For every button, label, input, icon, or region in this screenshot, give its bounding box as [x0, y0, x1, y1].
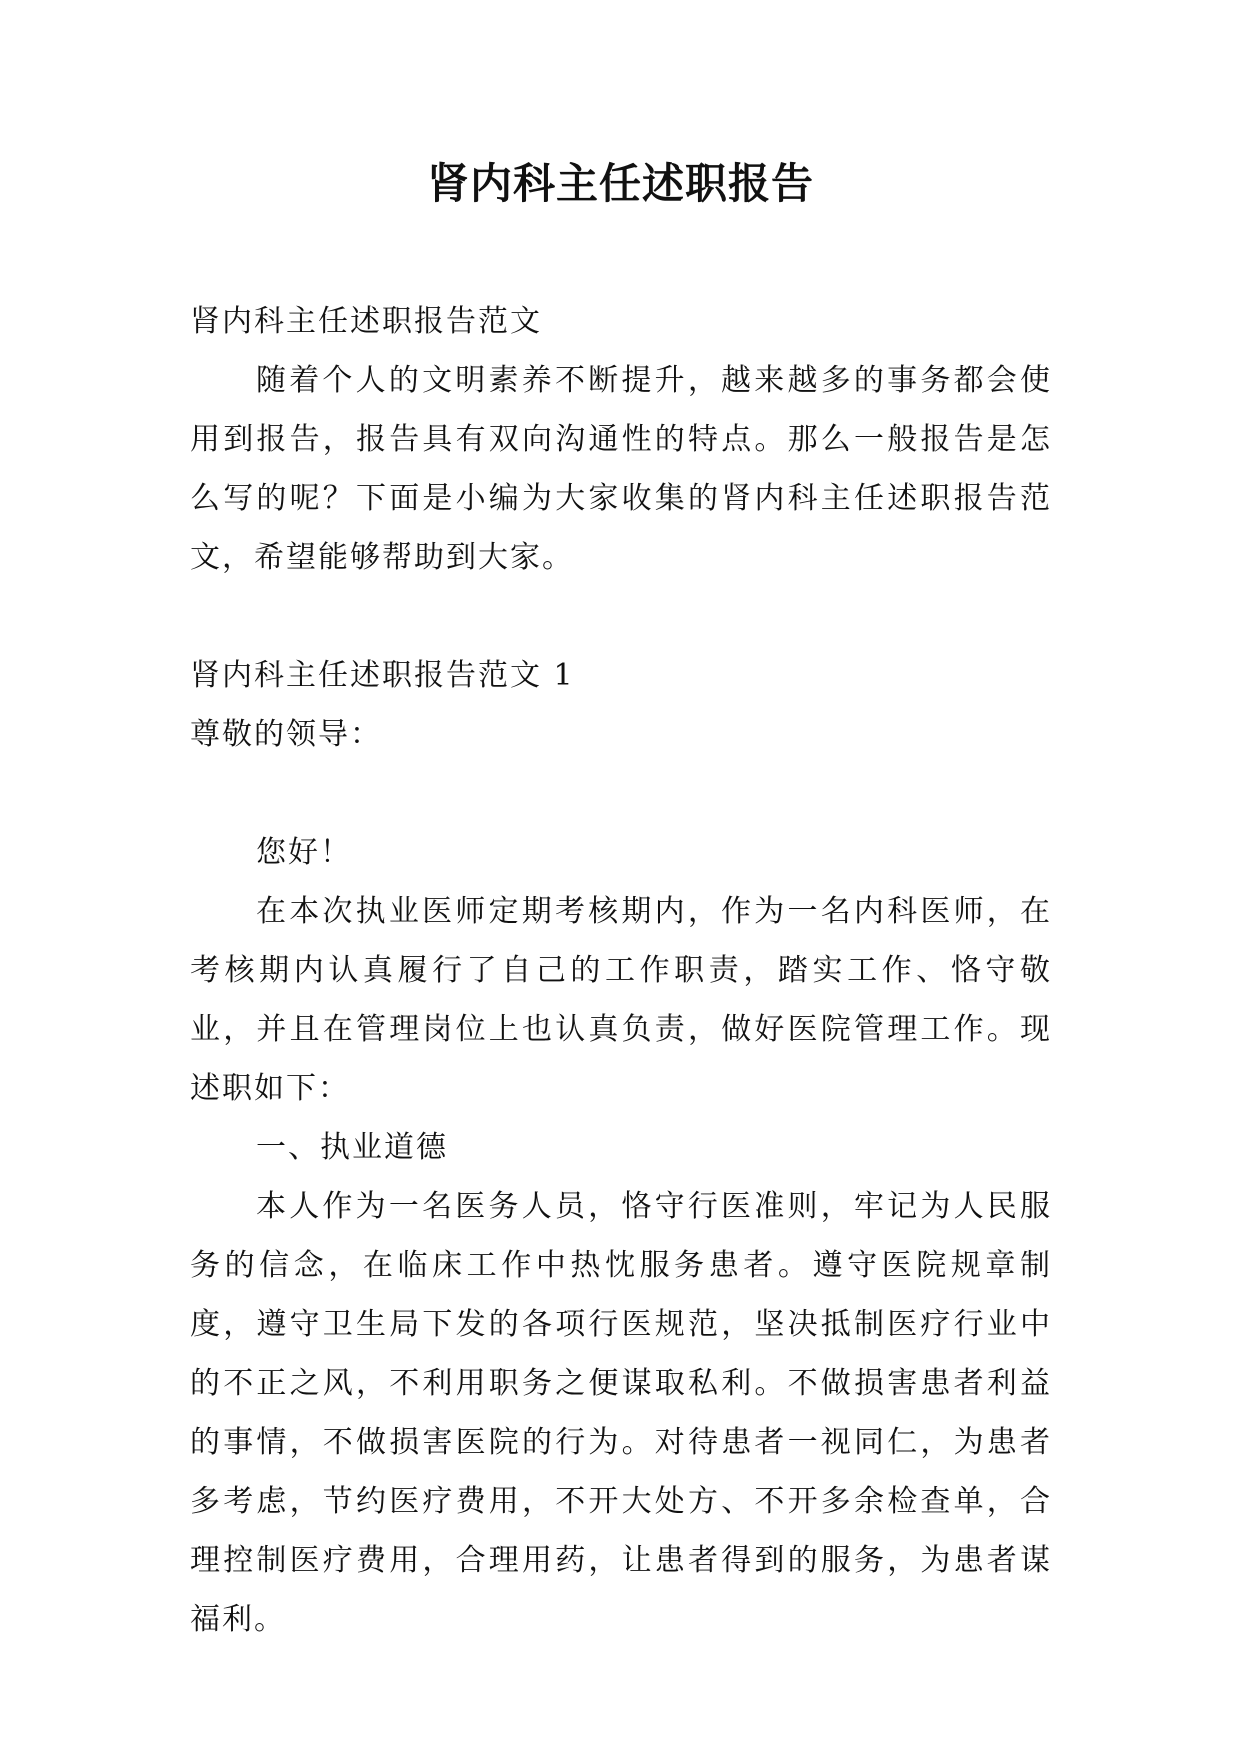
item-heading: 一、执业道德	[256, 1130, 448, 1165]
document-body	[190, 292, 1052, 1649]
section-heading: 肾内科主任述职报告范文 1	[190, 658, 575, 693]
blank-line	[190, 587, 1052, 646]
document-title: 肾内科主任述职报告	[426, 159, 814, 208]
intro-paragraph: 随着个人的文明素养不断提升，越来越多的事务都会使用到报告，报告具有双向沟通性的特点。那么一般报告是怎么写的呢？下面是小编为大家收集的肾内科主任述职报告范文，希望能够帮助到大家。	[190, 363, 1052, 575]
body-paragraph-2: 本人作为一名医务人员，恪守行医准则，牢记为人民服务的信念，在临床工作中热忱服务患者。遵守医院规章制度，遵守卫生局下发的各项行医规范，坚决抵制医疗行业中的不正之风，不利用职务之便谋取私利。不做损害患者利益的事情，不做损害医院的行为。对待患者一视同仁，为患者多考虑，节约医疗费用，不开大处方、不开多余检查单，合理控制医疗费用，合理用药，让患者得到的服务，为患者谋福利。	[190, 1189, 1052, 1637]
blank-line	[190, 764, 1052, 823]
document-subtitle: 肾内科主任述职报告范文	[190, 304, 542, 339]
salutation: 尊敬的领导：	[190, 717, 382, 752]
greeting: 您好！	[256, 835, 352, 870]
body-paragraph-1: 在本次执业医师定期考核期内，作为一名内科医师，在考核期内认真履行了自己的工作职责，踏实工作、恪守敬业，并且在管理岗位上也认真负责，做好医院管理工作。现述职如下：	[190, 894, 1052, 1106]
